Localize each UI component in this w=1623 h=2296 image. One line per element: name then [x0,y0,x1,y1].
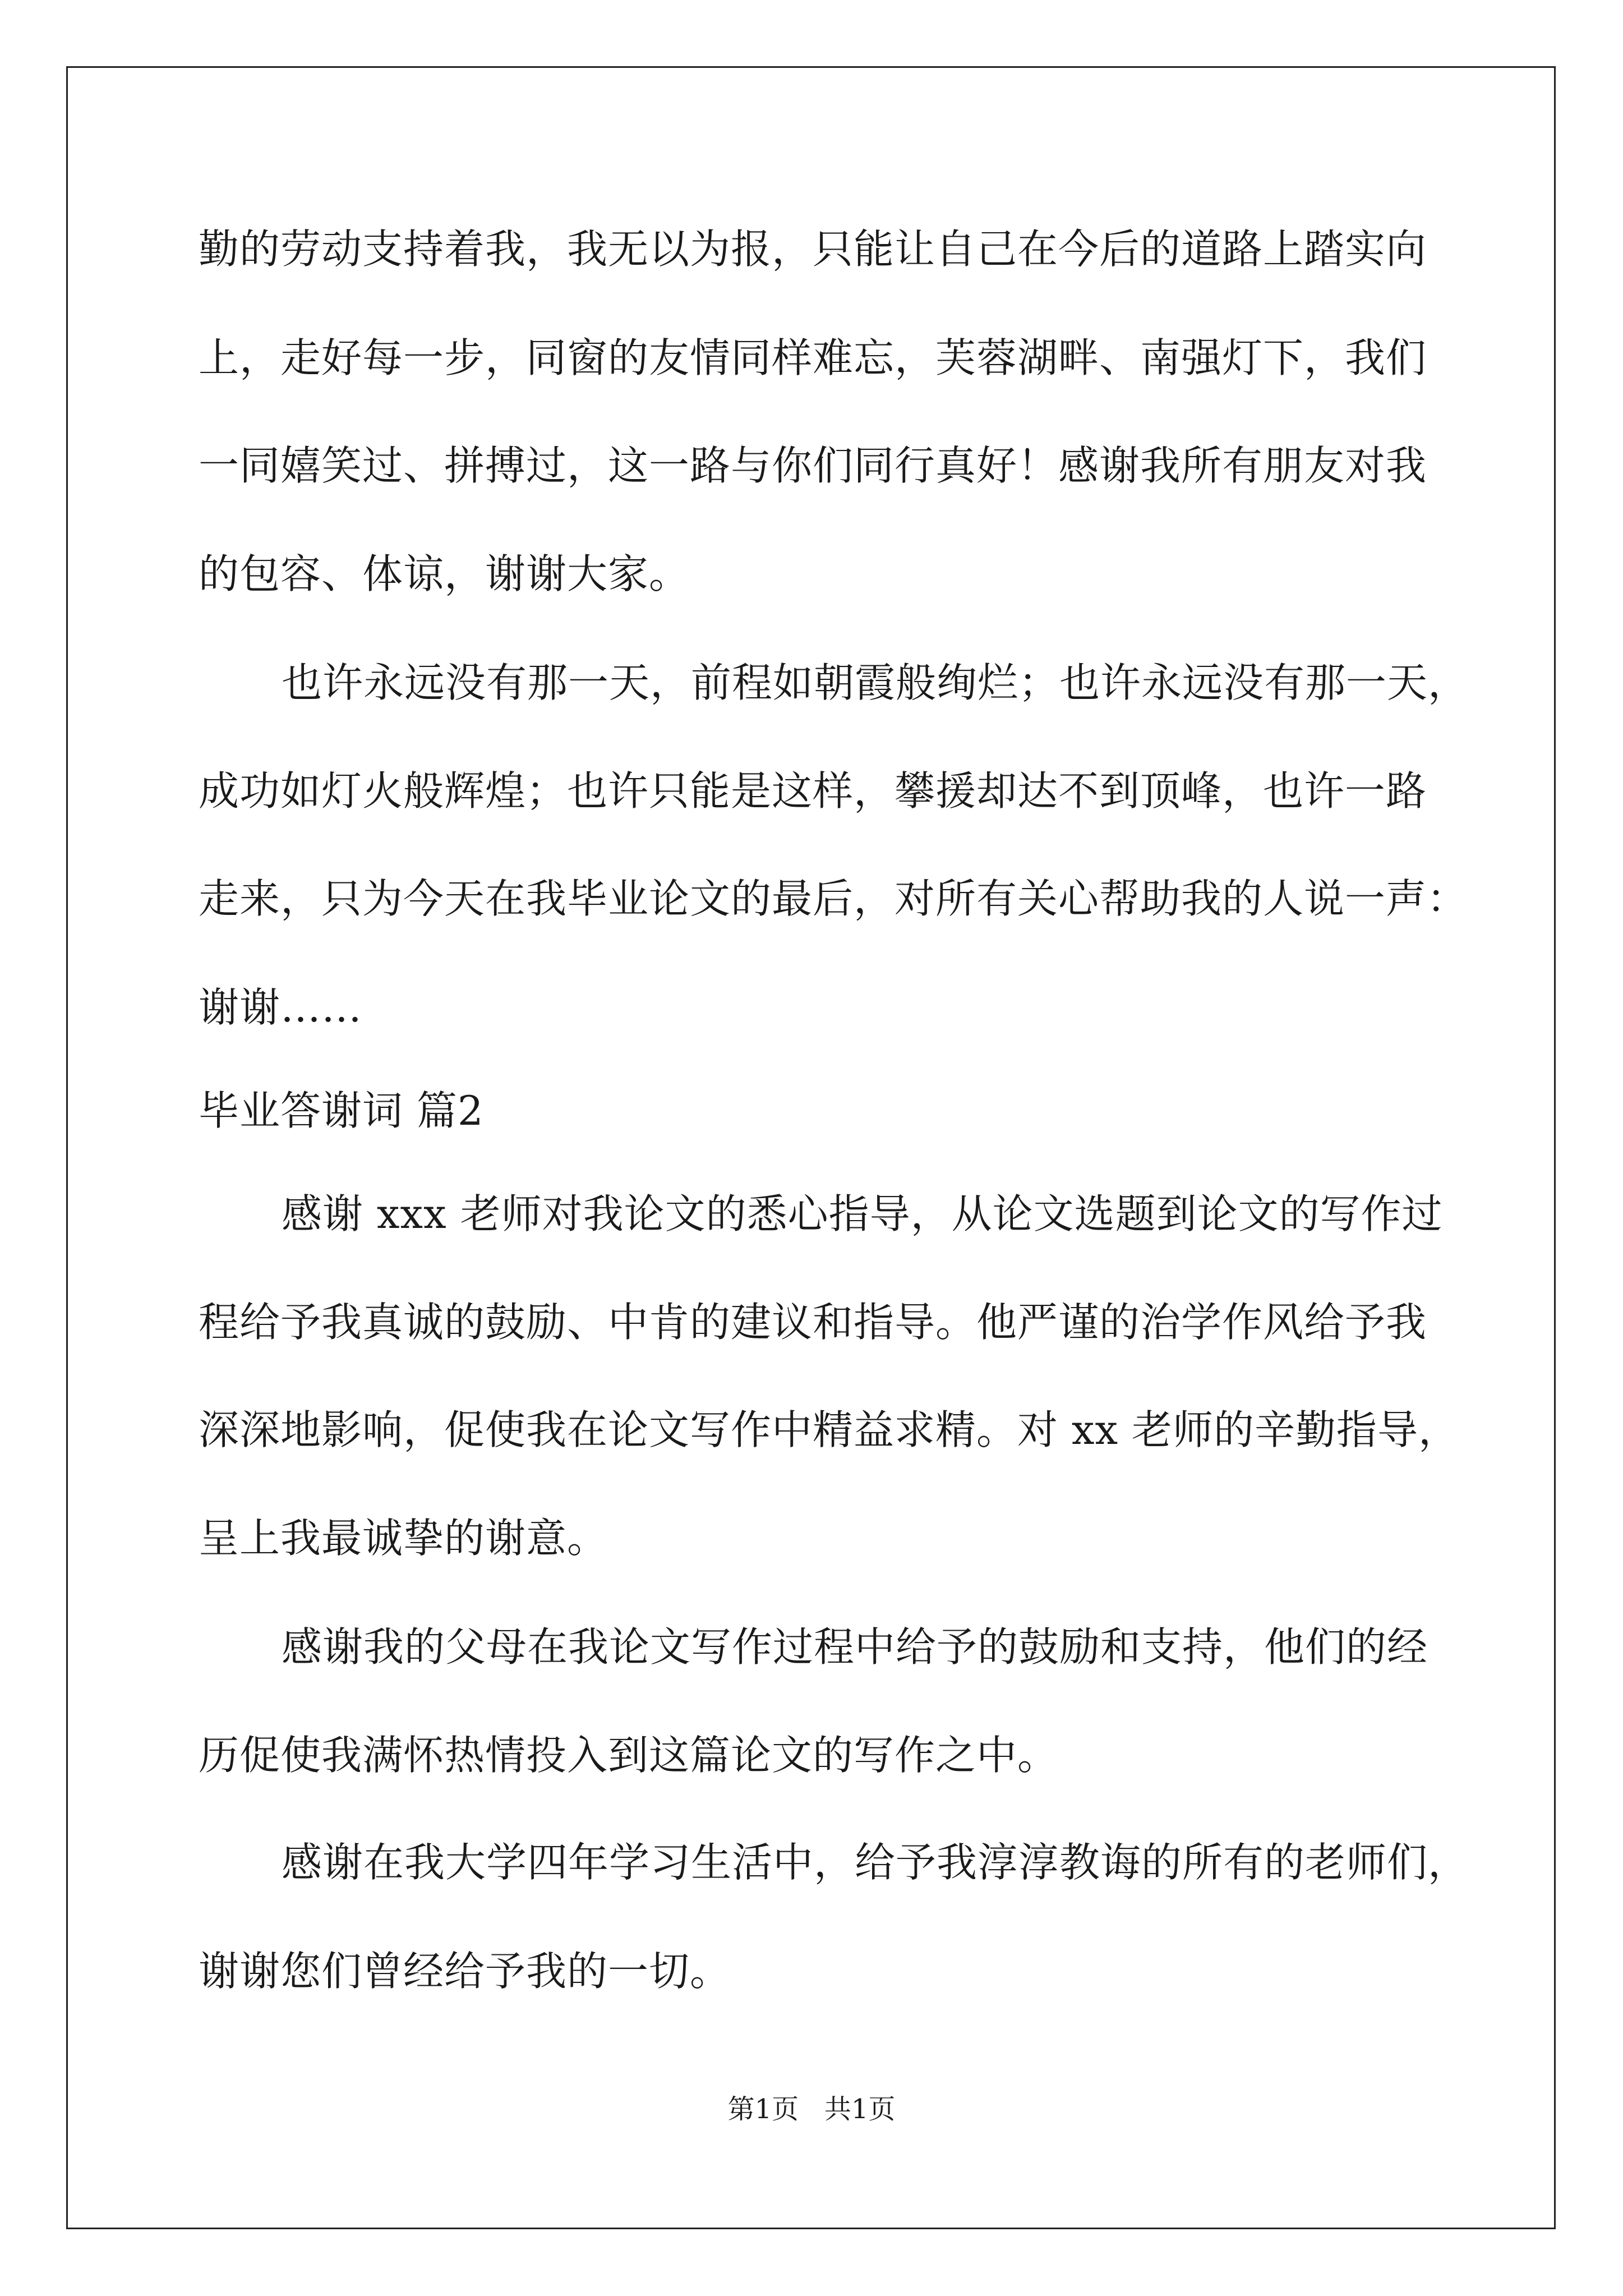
paragraph-3-line-4: 呈上我最诚挚的谢意。 [199,1515,608,1562]
paragraph-2-line-3: 走来，只为今天在我毕业论文的最后，对所有关心帮助我的人说一声： [199,875,1468,922]
paragraph-1-line-1: 勤的劳动支持着我，我无以为报，只能让自己在今后的道路上踏实向 [199,226,1427,273]
paragraph-5-line-2: 谢谢您们曾经给予我的一切。 [199,1948,731,1995]
paragraph-1-line-3: 一同嬉笑过、拼搏过，这一路与你们同行真好！感谢我所有朋友对我 [199,442,1427,489]
paragraph-2-line-2: 成功如灯火般辉煌；也许只能是这样，攀援却达不到顶峰，也许一路 [199,767,1427,815]
paragraph-3-line-2: 程给予我真诚的鼓励、中肯的建议和指导。他严谨的治学作风给予我 [199,1299,1427,1346]
paragraph-2-line-1: 也许永远没有那一天，前程如朝霞般绚烂；也许永远没有那一天， [282,659,1469,706]
paragraph-3-line-1: 感谢 xxx 老师对我论文的悉心指导，从论文选题到论文的写作过 [282,1190,1443,1237]
page-number-footer: 第1页 共1页 [727,2093,896,2125]
paragraph-3-line-3: 深深地影响，促使我在论文写作中精益求精。对 xx 老师的辛勤指导， [199,1406,1459,1453]
paragraph-1-line-2: 上，走好每一步，同窗的友情同样难忘，芙蓉湖畔、南强灯下，我们 [199,334,1427,381]
paragraph-4-line-1: 感谢我的父母在我论文写作过程中给予的鼓励和支持，他们的经 [282,1623,1428,1671]
paragraph-4-line-2: 历促使我满怀热情投入到这篇论文的写作之中。 [199,1732,1059,1779]
section-heading: 毕业答谢词 篇2 [199,1087,484,1134]
page-border [66,66,1556,2229]
paragraph-2-line-4: 谢谢…… [199,984,363,1031]
paragraph-5-line-1: 感谢在我大学四年学习生活中，给予我淳淳教诲的所有的老师们， [282,1839,1469,1886]
paragraph-1-line-4: 的包容、体谅，谢谢大家。 [199,550,690,597]
